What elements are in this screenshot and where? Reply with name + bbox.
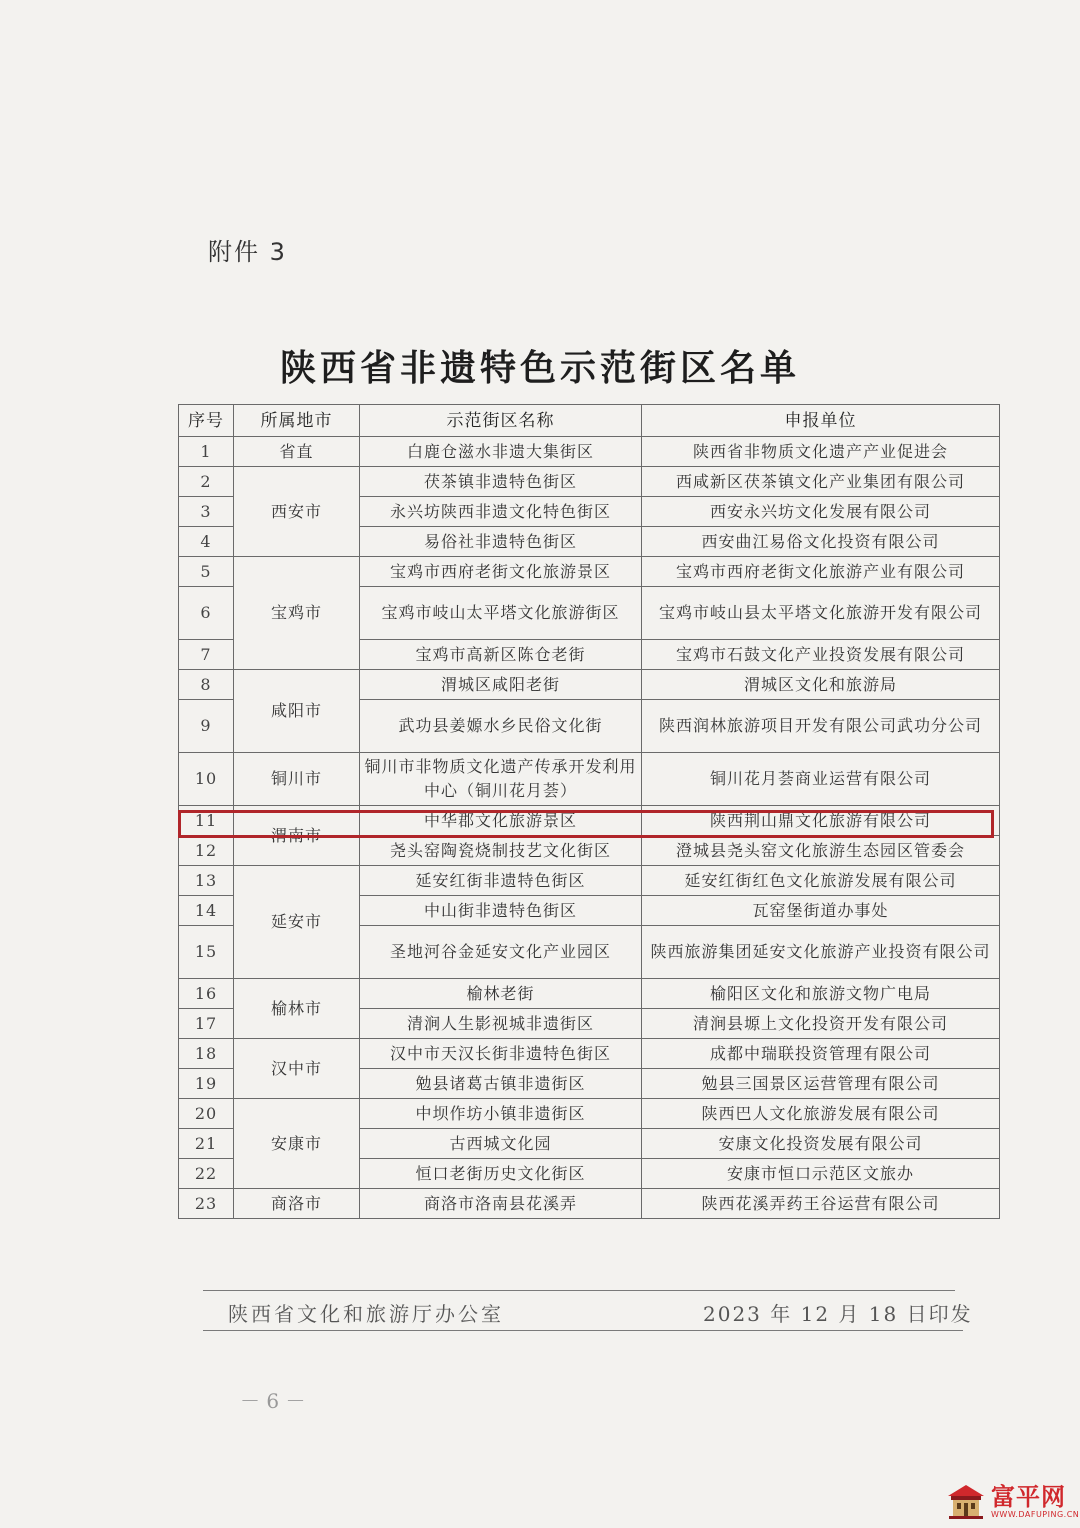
row-number: 12 [179, 836, 234, 866]
row-district-name: 中山街非遗特色街区 [360, 896, 642, 926]
row-applicant: 安康文化投资发展有限公司 [642, 1129, 1000, 1159]
header-district-name: 示范街区名称 [360, 405, 642, 437]
site-watermark[interactable] [945, 1482, 1079, 1520]
row-number: 16 [179, 979, 234, 1009]
row-applicant: 成都中瑞联投资管理有限公司 [642, 1039, 1000, 1069]
row-number: 14 [179, 896, 234, 926]
building-logo-icon [945, 1482, 987, 1520]
row-number: 10 [179, 753, 234, 806]
row-city: 延安市 [234, 866, 360, 979]
table-row [179, 1039, 1000, 1069]
row-11-highlight-box [178, 810, 994, 838]
footer-issue-date: 2023 年 12 月 18 日印发 [703, 1302, 973, 1326]
row-district-name: 汉中市天汉长街非遗特色街区 [360, 1039, 642, 1069]
row-applicant: 陕西旅游集团延安文化旅游产业投资有限公司 [642, 926, 1000, 979]
row-number: 20 [179, 1099, 234, 1129]
row-number: 22 [179, 1159, 234, 1189]
row-city: 铜川市 [234, 753, 360, 806]
row-district-name: 易俗社非遗特色街区 [360, 527, 642, 557]
row-district-name: 商洛市洛南县花溪弄 [360, 1189, 642, 1219]
attachment-label: 附件 3 [208, 238, 287, 266]
row-applicant: 陕西花溪弄药王谷运营有限公司 [642, 1189, 1000, 1219]
row-city: 榆林市 [234, 979, 360, 1039]
row-district-name: 武功县姜嫄水乡民俗文化街 [360, 700, 642, 753]
row-applicant: 陕西巴人文化旅游发展有限公司 [642, 1099, 1000, 1129]
row-applicant: 铜川花月荟商业运营有限公司 [642, 753, 1000, 806]
row-district-name: 恒口老街历史文化街区 [360, 1159, 642, 1189]
table-row [179, 670, 1000, 700]
watermark-url: WWW.DAFUPING.CN [991, 1509, 1080, 1519]
row-number: 5 [179, 557, 234, 587]
row-number: 4 [179, 527, 234, 557]
row-city: 宝鸡市 [234, 557, 360, 670]
row-applicant: 延安红街红色文化旅游发展有限公司 [642, 866, 1000, 896]
row-district-name: 古西城文化园 [360, 1129, 642, 1159]
table-row [179, 437, 1000, 467]
header-city: 所属地市 [234, 405, 360, 437]
table-row [179, 979, 1000, 1009]
row-number: 1 [179, 437, 234, 467]
table-row [179, 753, 1000, 806]
row-applicant: 陕西荆山鼎文化旅游有限公司 [642, 806, 1000, 836]
row-applicant: 安康市恒口示范区文旅办 [642, 1159, 1000, 1189]
row-district-name: 永兴坊陕西非遗文化特色街区 [360, 497, 642, 527]
row-district-name: 茯茶镇非遗特色街区 [360, 467, 642, 497]
row-number: 11 [179, 806, 234, 836]
table-row [179, 1189, 1000, 1219]
row-district-name: 铜川市非物质文化遗产传承开发利用中心（铜川花月荟） [360, 753, 642, 806]
row-applicant: 宝鸡市石鼓文化产业投资发展有限公司 [642, 640, 1000, 670]
row-district-name: 勉县诸葛古镇非遗街区 [360, 1069, 642, 1099]
row-number: 3 [179, 497, 234, 527]
table-row [179, 1099, 1000, 1129]
row-district-name: 渭城区咸阳老街 [360, 670, 642, 700]
row-city: 西安市 [234, 467, 360, 557]
table-row [179, 557, 1000, 587]
row-number: 2 [179, 467, 234, 497]
footer-rule-bottom [203, 1330, 963, 1331]
row-number: 23 [179, 1189, 234, 1219]
table-header-row [179, 405, 1000, 437]
row-number: 6 [179, 587, 234, 640]
row-applicant: 澄城县尧头窑文化旅游生态园区管委会 [642, 836, 1000, 866]
row-city: 汉中市 [234, 1039, 360, 1099]
row-applicant: 西咸新区茯茶镇文化产业集团有限公司 [642, 467, 1000, 497]
table-row [179, 866, 1000, 896]
row-number: 19 [179, 1069, 234, 1099]
row-applicant: 勉县三国景区运营管理有限公司 [642, 1069, 1000, 1099]
row-applicant: 瓦窑堡街道办事处 [642, 896, 1000, 926]
row-district-name: 宝鸡市高新区陈仓老街 [360, 640, 642, 670]
row-number: 13 [179, 866, 234, 896]
page-number: － 6 － [240, 1389, 306, 1413]
row-applicant: 宝鸡市岐山县太平塔文化旅游开发有限公司 [642, 587, 1000, 640]
footer-issuing-office: 陕西省文化和旅游厅办公室 [228, 1302, 504, 1326]
row-district-name: 尧头窑陶瓷烧制技艺文化街区 [360, 836, 642, 866]
row-city: 省直 [234, 437, 360, 467]
row-number: 21 [179, 1129, 234, 1159]
watermark-site-name: 富平网 [991, 1482, 1066, 1511]
row-district-name: 圣地河谷金延安文化产业园区 [360, 926, 642, 979]
row-city: 商洛市 [234, 1189, 360, 1219]
document-title: 陕西省非遗特色示范街区名单 [279, 347, 800, 389]
row-applicant: 陕西省非物质文化遗产产业促进会 [642, 437, 1000, 467]
row-applicant: 陕西润林旅游项目开发有限公司武功分公司 [642, 700, 1000, 753]
row-number: 7 [179, 640, 234, 670]
row-applicant: 西安永兴坊文化发展有限公司 [642, 497, 1000, 527]
row-number: 17 [179, 1009, 234, 1039]
footer-rule-top [203, 1290, 955, 1291]
row-district-name: 宝鸡市西府老街文化旅游景区 [360, 557, 642, 587]
row-district-name: 白鹿仓滋水非遗大集街区 [360, 437, 642, 467]
row-number: 9 [179, 700, 234, 753]
row-number: 18 [179, 1039, 234, 1069]
row-city: 咸阳市 [234, 670, 360, 753]
row-applicant: 宝鸡市西府老街文化旅游产业有限公司 [642, 557, 1000, 587]
header-number: 序号 [179, 405, 234, 437]
row-district-name: 宝鸡市岐山太平塔文化旅游街区 [360, 587, 642, 640]
row-applicant: 清涧县塬上文化投资开发有限公司 [642, 1009, 1000, 1039]
row-number: 8 [179, 670, 234, 700]
row-applicant: 榆阳区文化和旅游文物广电局 [642, 979, 1000, 1009]
header-applicant: 申报单位 [642, 405, 1000, 437]
row-district-name: 中坝作坊小镇非遗街区 [360, 1099, 642, 1129]
row-city: 渭南市 [234, 806, 360, 866]
row-applicant: 西安曲江易俗文化投资有限公司 [642, 527, 1000, 557]
row-number: 15 [179, 926, 234, 979]
row-district-name: 延安红街非遗特色街区 [360, 866, 642, 896]
row-district-name: 榆林老街 [360, 979, 642, 1009]
row-city: 安康市 [234, 1099, 360, 1189]
row-district-name: 清涧人生影视城非遗街区 [360, 1009, 642, 1039]
row-applicant: 渭城区文化和旅游局 [642, 670, 1000, 700]
row-district-name: 中华郡文化旅游景区 [360, 806, 642, 836]
table-row [179, 467, 1000, 497]
